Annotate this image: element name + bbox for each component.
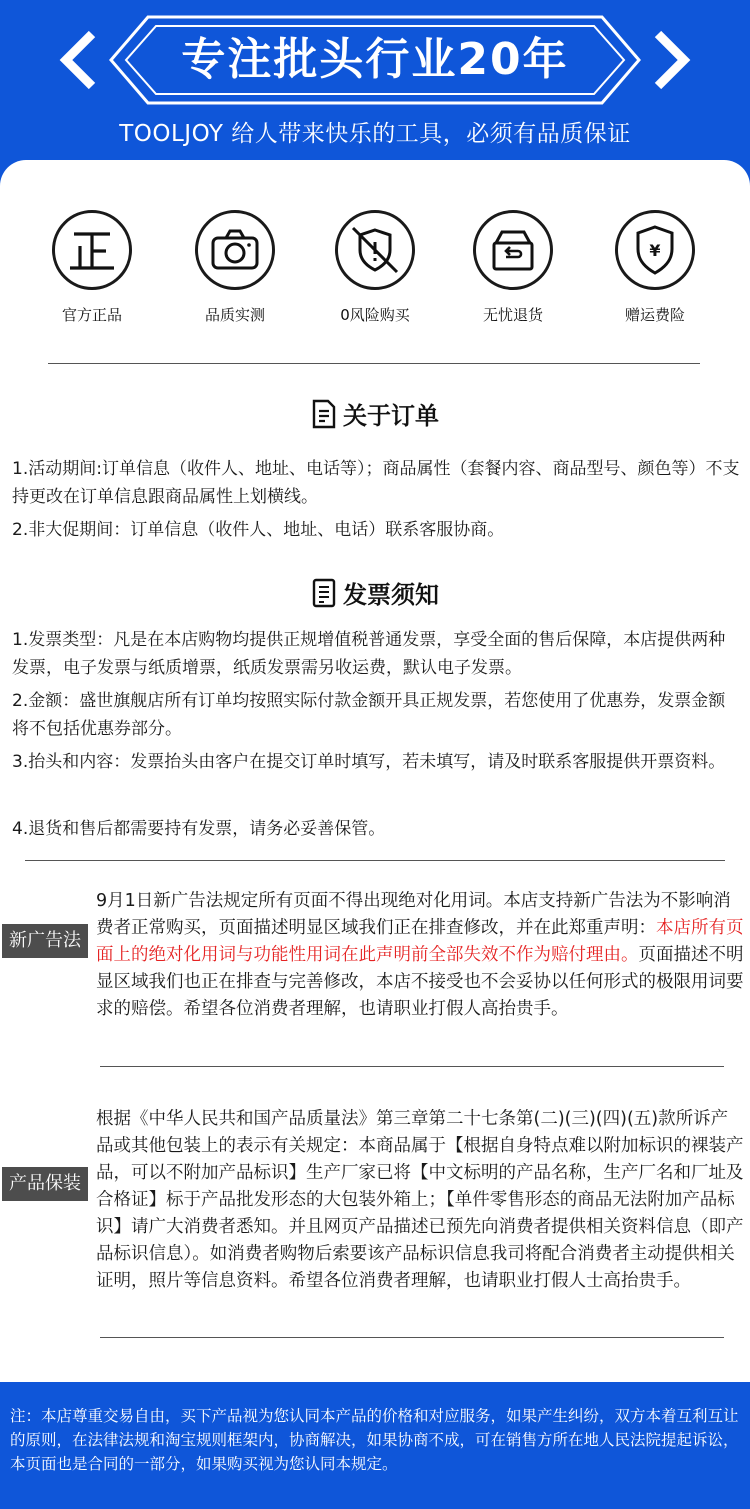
packaging-notice: 根据《中华人民共和国产品质量法》第三章第二十七条第(二)(三)(四)(五)款所诉产品或其他包装上的表示有关规定：本商品属于【根据自身特点难以附加标识的裸装产品，可以不附加产品标识】生产厂家已将【中文标明的产品名称，生产厂名和厂址及合格证】标于产品批发形态的大包装外箱上；【单件零售形态的商品无法附加产品标识】请广大消费者悉知。并且网页产品描述已预先向消费者提供相关资料信息（即产品标识信息）。如消费者购物后索要该产品标识信息我司将配合消费者主动提供相关证明，照片等信息资料。希望各位消费者理解，也请职业打假人士高抬贵手。 (96, 1109, 744, 1291)
feature-label: 赠运费险 (624, 306, 685, 324)
content-card (0, 160, 750, 1382)
ad-law-highlight: 本店所有页面上的绝对化用词与功能性用词在此声明前全部失效不作为赔付理由。 (96, 918, 744, 965)
divider (25, 860, 725, 861)
return-box-icon (473, 210, 553, 290)
feature-label: 0风险购买 (340, 306, 410, 324)
feature-no-risk (320, 210, 430, 325)
ad-law-notice: 9月1日新广告法规定所有页面不得出现绝对化用词。本店支持新广告法为不影响消费者正常购买，页面描述明显区域我们正在排查修改，并在此郑重声明：本店所有页面上的绝对化用词与功能性用词在此声明前全部失效不作为赔付理由。页面描述不明显区域我们也正在排查与完善修改，本店不接受也不会妥协以任何形式的极限用词要求的赔偿。希望各位消费者理解，也请职业打假人高抬贵手。 (96, 891, 744, 1019)
header-banner (0, 0, 750, 160)
divider (48, 363, 700, 364)
feature-return (458, 210, 568, 325)
divider (100, 1066, 724, 1067)
shield-no-risk-icon (335, 210, 415, 290)
feature-label: 无忧退货 (482, 306, 543, 324)
feature-shipping-insurance (600, 210, 710, 325)
order-item-1: 1.活动期间:订单信息（收件人、地址、电话等）；商品属性（套餐内容、商品型号、颜色等）不支持更改在订单信息跟商品属性上划横线。 (12, 459, 740, 507)
chevron-right-icon (652, 30, 692, 90)
invoice-icon (311, 578, 337, 608)
invoice-item-2: 2.金额：盛世旗舰店所有订单均按照实际付款金额开具正规发票，若您使用了优惠券，发票金额将不包括优惠券部分。 (12, 691, 726, 739)
divider (100, 1337, 724, 1338)
zheng-icon (52, 210, 132, 290)
footer-disclaimer: 注：本店尊重交易自由，买下产品视为您认同本产品的价格和对应服务，如果产生纠纷，双方本着互利互让的原则，在法律法规和淘宝规则框架内，协商解决，如果协商不成，可在销售方所在地人民法院提起诉讼，本页面也是合同的一部分，如果购买视为您认同本规定。 (10, 1407, 739, 1473)
feature-icons (0, 210, 750, 330)
order-heading: 关于订单 (0, 396, 750, 431)
feature-label: 品质实测 (204, 306, 265, 324)
document-icon (311, 399, 337, 429)
feature-genuine (37, 210, 147, 325)
invoice-item-3: 3.抬头和内容：发票抬头由客户在提交订单时填写，若未填写，请及时联系客服提供开票资料。 (12, 752, 726, 772)
feature-label: 官方正品 (61, 306, 122, 324)
invoice-item-4: 4.退货和售后都需要持有发票，请务必妥善保管。 (12, 819, 386, 839)
feature-tested (180, 210, 290, 325)
chevron-left-icon (58, 30, 98, 90)
page-title: 专注批头行业20年 (181, 34, 569, 85)
svg-text:¥: ¥ (649, 241, 661, 260)
packaging-tag: 产品保装 (2, 1167, 88, 1201)
ad-law-tag: 新广告法 (2, 924, 88, 958)
order-item-2: 2.非大促期间：订单信息（收件人、地址、电话）联系客服协商。 (12, 520, 505, 540)
page-subtitle: TOOLJOY 给人带来快乐的工具，必须有品质保证 (119, 121, 631, 147)
camera-icon (195, 210, 275, 290)
invoice-heading: 发票须知 (0, 575, 750, 610)
yen-shield-icon (615, 210, 695, 290)
invoice-item-1: 1.发票类型：凡是在本店购物均提供正规增值税普通发票，享受全面的售后保障，本店提供两种发票，电子发票与纸质增票，纸质发票需另收运费，默认电子发票。 (12, 630, 726, 678)
